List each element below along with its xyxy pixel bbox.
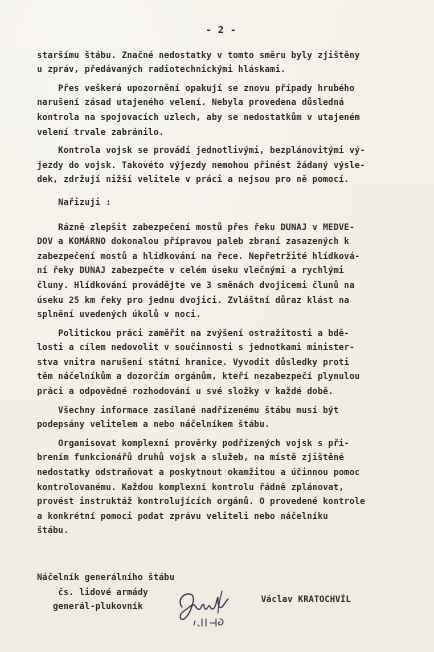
paragraph-3: [37, 144, 405, 188]
page-number: - 2 -: [205, 25, 237, 36]
text-line: štábu.: [37, 526, 69, 537]
text-line: Všechny informace zasílané nadřízenému štábu musí být: [37, 405, 339, 416]
signatory-title: Náčelník generálního štábu: [37, 573, 175, 583]
text-line: úseku 25 km řeky pro jednu dvojici. Zvláštní důraz klást na: [37, 295, 350, 306]
text-line: dek, zdržují nižší velitele v práci a nejsou pro ně pomocí.: [37, 175, 350, 186]
order-paragraph-3: [37, 404, 405, 433]
text-line: Organisovat komplexní prověrky podřízených vojsk s při-: [37, 438, 350, 449]
order-heading: Nařizuji :: [37, 197, 112, 208]
signer-name: Václav KRATOCHVÍL: [261, 595, 351, 605]
text-line: Politickou práci zaměřit na zvýšení ostražitosti a bdě-: [37, 328, 350, 339]
text-line: Přes veškerá upozornění opakují se znovu případy hrubého: [37, 83, 355, 94]
text-line: zabezpečení mostů a hlídkování na řece. Nepřetržité hlídková-: [37, 251, 360, 262]
text-line: čluny. Hlídkování provádějte ve 3 směnách dvojicemi člunů na: [37, 280, 355, 291]
paragraph-2: [37, 82, 405, 140]
text-line: brením funkcionářů druhů vojsk a služeb, na místě zjištěné: [37, 453, 345, 464]
text-line: DOV a KOMÁRNO dokonalou přípravou paleb zbraní zasazených k: [37, 237, 350, 248]
text-line: velení trvale zabránilo.: [37, 127, 165, 138]
text-line: a konkrétní pomoci podat zprávu veliteli nebo náčelníku: [37, 511, 329, 522]
text-line: práci a odpovědné rozhodování u své složky v každé době.: [37, 387, 334, 398]
text-line: staršímu štábu. Značné nedostatky v tomto směru byly zjištěny: [37, 50, 360, 61]
signatory-title: čs. lidové armády: [37, 587, 149, 598]
order-paragraph-2: [37, 327, 405, 400]
text-line: kontrolovanému. Každou komplexní kontrolu řádně zplánovat,: [37, 482, 345, 493]
handwritten-signature: [172, 579, 242, 637]
document-body: [37, 24, 405, 651]
text-line: jezdy do vojsk. Takovéto výjezdy nemohou přinést žádaný výsle-: [37, 160, 366, 171]
text-line: těm náčelníkům a dozorčím orgánům, kteří nezabezpečí plynulou: [37, 372, 360, 383]
text-line: Kontrola vojsk se provádí jednotlivými, bezplánovitými vý-: [37, 146, 366, 157]
text-line: provést instruktáž kontrolujících orgánů. O provedené kontrole: [37, 497, 366, 508]
text-line: ní řeky DUNAJ zabezpečte v celém úseku vlečnými a rychlými: [37, 266, 345, 277]
text-line: narušení zásad utajeného velení. Nebyla provedena důsledná: [37, 98, 345, 109]
paragraph-1: [37, 49, 405, 78]
text-line: kontrola na spojovacích uzlech, aby se nedostatkům v utajeném: [37, 112, 360, 123]
text-line: nedostatky odstraňovat a poskytnout okamžitou a účinnou pomoc: [37, 468, 360, 479]
order-paragraph-4: [37, 437, 405, 539]
text-line: losti a cílem nedovolit v součinnosti s jednotkami minister-: [37, 343, 355, 354]
text-line: u zpráv, předávaných radiotechnickými hláskami.: [37, 65, 286, 76]
signature-block: [37, 571, 405, 651]
text-line: stva vnitra narušení státní hranice. Vyvodit důsledky proti: [37, 357, 350, 368]
text-line: Rázně zlepšit zabezpečení mostů přes řeku DUNAJ v MEDVE-: [37, 222, 355, 233]
text-line: podepsány velitelem a nebo náčelníkem štábu.: [37, 420, 270, 431]
order-paragraph-1: [37, 221, 405, 323]
signatory-rank: generál-plukovník: [37, 602, 143, 613]
text-line: splnění uvedených úkolů v noci.: [37, 310, 202, 321]
